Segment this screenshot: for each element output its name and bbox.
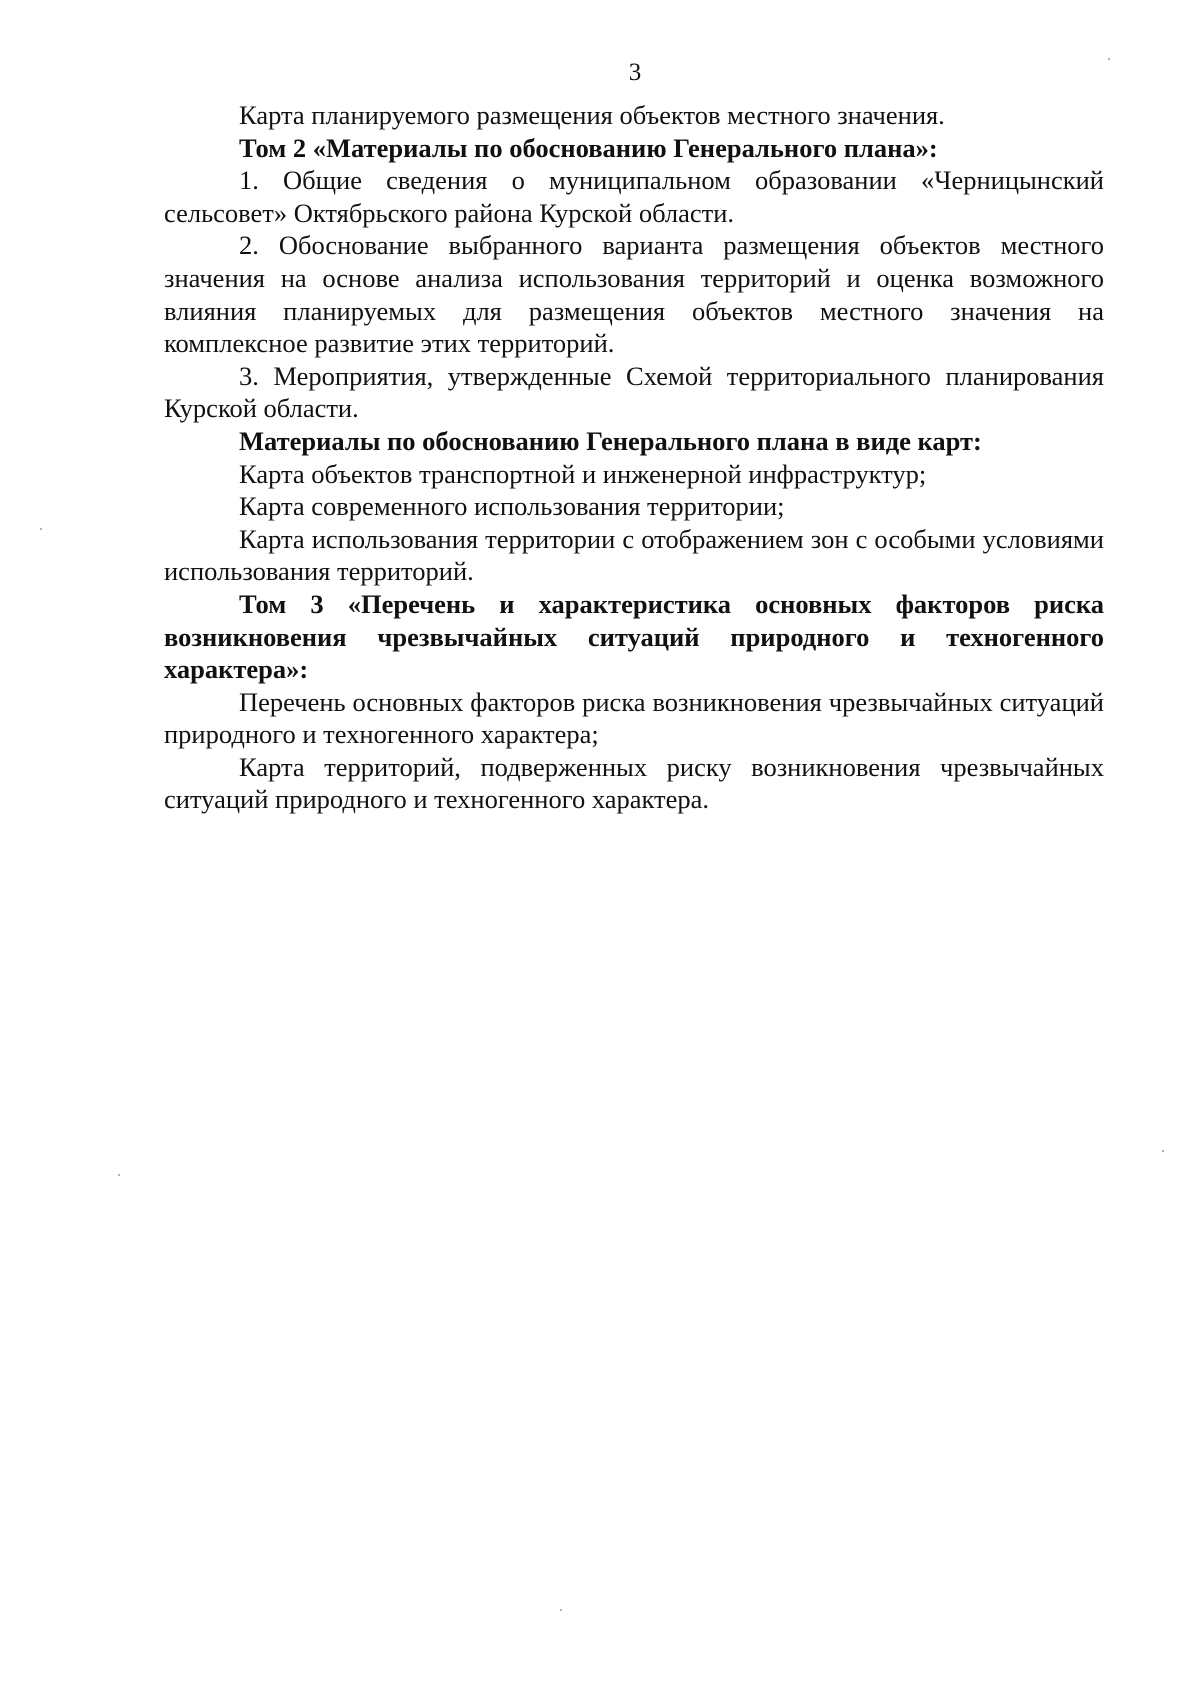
scan-speck: [560, 1609, 562, 1611]
page-number: 3: [628, 59, 642, 86]
paragraph-map-local-objects: Карта планируемого размещения объектов местного значения.: [239, 100, 945, 130]
list-item-general-info: 1. Общие сведения о муниципальном образовании «Черницынский сельсовет» Октябрьского района Курской области.: [164, 165, 1104, 228]
heading-volume-2: Том 2 «Материалы по обоснованию Генерального плана»:: [239, 132, 938, 163]
scan-speck: [1162, 1150, 1164, 1152]
paragraph-map-risk-territories: Карта территорий, подверженных риску возникновения чрезвычайных ситуаций природного и техногенного характера.: [164, 751, 1104, 815]
scan-speck: [118, 1174, 120, 1176]
scan-speck: [40, 528, 42, 530]
heading-maps: Материалы по обоснованию Генерального плана в виде карт:: [239, 425, 982, 456]
heading-volume-3: Том 3 «Перечень и характеристика основных факторов риска возникновения чрезвычайных ситуаций природного и техногенного характера»:: [164, 588, 1104, 685]
list-item-measures: 3. Мероприятия, утвержденные Схемой территориального планирования Курской области.: [164, 360, 1104, 424]
paragraph-map-transport: Карта объектов транспортной и инженерной инфраструктур;: [239, 458, 927, 489]
document-body: [164, 99, 1104, 816]
list-item-justification: 2. Обоснование выбранного варианта размещения объектов местного значения на основе анализа использования территорий и оценка возможного влияния планируемых для размещения объектов местного значения на комплексное развитие этих территорий.: [164, 230, 1104, 359]
paragraph-map-current-use: Карта современного использования территории;: [239, 491, 785, 522]
scan-speck: [1108, 58, 1110, 60]
paragraph-risk-factors: Перечень основных факторов риска возникновения чрезвычайных ситуаций природного и техногенного характера;: [164, 686, 1104, 750]
paragraph-map-zones: Карта использования территории с отображением зон с особыми условиями использования территорий.: [164, 523, 1104, 587]
